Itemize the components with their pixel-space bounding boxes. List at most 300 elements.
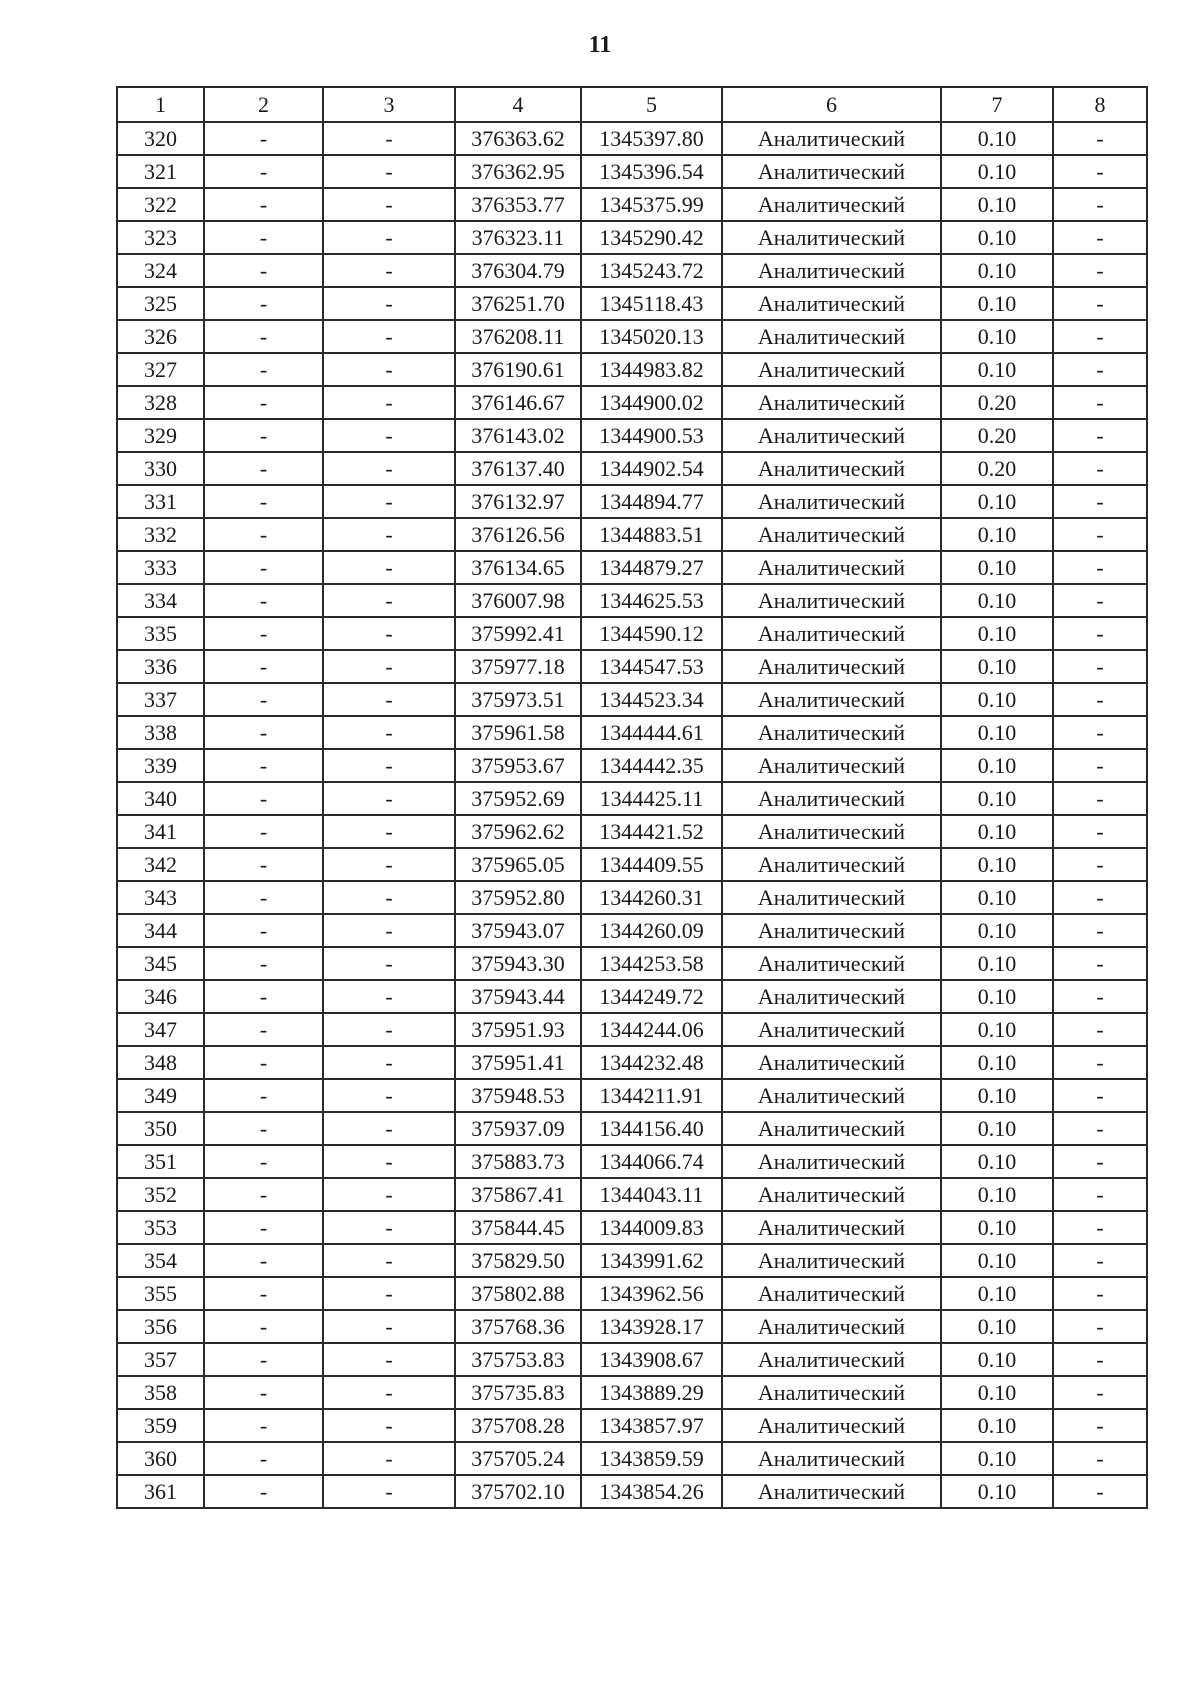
point-number-cell: 321 [117,155,204,188]
x-coordinate-cell: 376134.65 [455,551,581,584]
y-coordinate-cell: 1344232.48 [581,1046,722,1079]
column-8-cell: - [1053,1277,1147,1310]
column-8-cell: - [1053,980,1147,1013]
table-row [117,386,1147,419]
point-number-cell: 340 [117,782,204,815]
column-8-cell: - [1053,419,1147,452]
column-2-cell: - [204,1178,323,1211]
column-2-cell: - [204,848,323,881]
column-header: 7 [941,87,1053,122]
table-row [117,1046,1147,1079]
y-coordinate-cell: 1345118.43 [581,287,722,320]
y-coordinate-cell: 1343859.59 [581,1442,722,1475]
point-number-cell: 356 [117,1310,204,1343]
point-number-cell: 347 [117,1013,204,1046]
column-2-cell: - [204,320,323,353]
column-2-cell: - [204,353,323,386]
column-8-cell: - [1053,782,1147,815]
page-number: 11 [588,32,612,58]
column-3-cell: - [323,485,455,518]
method-cell: Аналитический [722,155,941,188]
column-8-cell: - [1053,254,1147,287]
x-coordinate-cell: 376190.61 [455,353,581,386]
x-coordinate-cell: 375977.18 [455,650,581,683]
table-row [117,584,1147,617]
point-number-cell: 324 [117,254,204,287]
table-row [117,518,1147,551]
x-coordinate-cell: 376304.79 [455,254,581,287]
column-3-cell: - [323,584,455,617]
column-8-cell: - [1053,122,1147,155]
column-8-cell: - [1053,650,1147,683]
table-row [117,782,1147,815]
method-cell: Аналитический [722,1475,941,1508]
column-2-cell: - [204,650,323,683]
table-row [117,485,1147,518]
coordinates-table [116,86,1148,1509]
column-3-cell: - [323,1376,455,1409]
column-3-cell: - [323,386,455,419]
table-row [117,221,1147,254]
column-3-cell: - [323,155,455,188]
column-2-cell: - [204,1211,323,1244]
table-row [117,815,1147,848]
column-3-cell: - [323,947,455,980]
point-number-cell: 350 [117,1112,204,1145]
table-row [117,1145,1147,1178]
method-cell: Аналитический [722,1277,941,1310]
table-row [117,1079,1147,1112]
point-number-cell: 354 [117,1244,204,1277]
column-2-cell: - [204,1013,323,1046]
column-2-cell: - [204,617,323,650]
x-coordinate-cell: 375829.50 [455,1244,581,1277]
x-coordinate-cell: 375768.36 [455,1310,581,1343]
column-2-cell: - [204,1277,323,1310]
y-coordinate-cell: 1344983.82 [581,353,722,386]
table-row [117,947,1147,980]
x-coordinate-cell: 375943.07 [455,914,581,947]
accuracy-cell: 0.10 [941,716,1053,749]
column-8-cell: - [1053,155,1147,188]
point-number-cell: 320 [117,122,204,155]
table-row [117,1211,1147,1244]
method-cell: Аналитический [722,320,941,353]
column-8-cell: - [1053,320,1147,353]
point-number-cell: 332 [117,518,204,551]
x-coordinate-cell: 375937.09 [455,1112,581,1145]
column-header: 6 [722,87,941,122]
column-3-cell: - [323,1442,455,1475]
column-8-cell: - [1053,1475,1147,1508]
column-2-cell: - [204,1376,323,1409]
column-8-cell: - [1053,1013,1147,1046]
column-header: 3 [323,87,455,122]
table-row [117,419,1147,452]
y-coordinate-cell: 1344547.53 [581,650,722,683]
column-8-cell: - [1053,1310,1147,1343]
column-3-cell: - [323,914,455,947]
table-row [117,287,1147,320]
accuracy-cell: 0.20 [941,452,1053,485]
accuracy-cell: 0.10 [941,1310,1053,1343]
accuracy-cell: 0.10 [941,881,1053,914]
point-number-cell: 361 [117,1475,204,1508]
x-coordinate-cell: 375735.83 [455,1376,581,1409]
column-2-cell: - [204,254,323,287]
column-2-cell: - [204,485,323,518]
y-coordinate-cell: 1344253.58 [581,947,722,980]
point-number-cell: 323 [117,221,204,254]
point-number-cell: 360 [117,1442,204,1475]
table-row [117,353,1147,386]
point-number-cell: 349 [117,1079,204,1112]
column-8-cell: - [1053,749,1147,782]
method-cell: Аналитический [722,980,941,1013]
point-number-cell: 328 [117,386,204,419]
accuracy-cell: 0.10 [941,155,1053,188]
column-2-cell: - [204,1145,323,1178]
y-coordinate-cell: 1345020.13 [581,320,722,353]
accuracy-cell: 0.10 [941,1013,1053,1046]
y-coordinate-cell: 1343854.26 [581,1475,722,1508]
point-number-cell: 327 [117,353,204,386]
method-cell: Аналитический [722,617,941,650]
y-coordinate-cell: 1343908.67 [581,1343,722,1376]
table-row [117,650,1147,683]
method-cell: Аналитический [722,188,941,221]
point-number-cell: 325 [117,287,204,320]
method-cell: Аналитический [722,518,941,551]
column-8-cell: - [1053,1211,1147,1244]
point-number-cell: 345 [117,947,204,980]
accuracy-cell: 0.10 [941,617,1053,650]
column-3-cell: - [323,716,455,749]
table-row [117,188,1147,221]
point-number-cell: 358 [117,1376,204,1409]
method-cell: Аналитический [722,1409,941,1442]
method-cell: Аналитический [722,815,941,848]
y-coordinate-cell: 1344523.34 [581,683,722,716]
column-header: 5 [581,87,722,122]
method-cell: Аналитический [722,1178,941,1211]
column-8-cell: - [1053,1442,1147,1475]
x-coordinate-cell: 375962.62 [455,815,581,848]
y-coordinate-cell: 1343889.29 [581,1376,722,1409]
table-row [117,716,1147,749]
method-cell: Аналитический [722,1079,941,1112]
point-number-cell: 342 [117,848,204,881]
method-cell: Аналитический [722,386,941,419]
y-coordinate-cell: 1344442.35 [581,749,722,782]
column-3-cell: - [323,518,455,551]
x-coordinate-cell: 376143.02 [455,419,581,452]
accuracy-cell: 0.10 [941,485,1053,518]
column-3-cell: - [323,221,455,254]
x-coordinate-cell: 376208.11 [455,320,581,353]
column-3-cell: - [323,1112,455,1145]
column-2-cell: - [204,1310,323,1343]
column-3-cell: - [323,683,455,716]
x-coordinate-cell: 375973.51 [455,683,581,716]
y-coordinate-cell: 1344244.06 [581,1013,722,1046]
table-row [117,1409,1147,1442]
accuracy-cell: 0.10 [941,1211,1053,1244]
accuracy-cell: 0.10 [941,320,1053,353]
column-8-cell: - [1053,1244,1147,1277]
x-coordinate-cell: 375952.80 [455,881,581,914]
accuracy-cell: 0.10 [941,848,1053,881]
column-8-cell: - [1053,1409,1147,1442]
x-coordinate-cell: 375802.88 [455,1277,581,1310]
accuracy-cell: 0.10 [941,782,1053,815]
column-3-cell: - [323,1475,455,1508]
y-coordinate-cell: 1343962.56 [581,1277,722,1310]
method-cell: Аналитический [722,716,941,749]
point-number-cell: 331 [117,485,204,518]
x-coordinate-cell: 375943.30 [455,947,581,980]
table-row [117,1112,1147,1145]
column-8-cell: - [1053,518,1147,551]
x-coordinate-cell: 375951.41 [455,1046,581,1079]
method-cell: Аналитический [722,584,941,617]
x-coordinate-cell: 376363.62 [455,122,581,155]
column-3-cell: - [323,419,455,452]
point-number-cell: 352 [117,1178,204,1211]
column-8-cell: - [1053,584,1147,617]
table-row [117,1475,1147,1508]
column-8-cell: - [1053,188,1147,221]
point-number-cell: 334 [117,584,204,617]
column-8-cell: - [1053,287,1147,320]
y-coordinate-cell: 1344444.61 [581,716,722,749]
point-number-cell: 330 [117,452,204,485]
x-coordinate-cell: 375992.41 [455,617,581,650]
x-coordinate-cell: 375705.24 [455,1442,581,1475]
y-coordinate-cell: 1345375.99 [581,188,722,221]
table-row [117,155,1147,188]
column-8-cell: - [1053,848,1147,881]
accuracy-cell: 0.10 [941,650,1053,683]
column-3-cell: - [323,452,455,485]
x-coordinate-cell: 376007.98 [455,584,581,617]
column-3-cell: - [323,980,455,1013]
y-coordinate-cell: 1344902.54 [581,452,722,485]
column-2-cell: - [204,716,323,749]
column-8-cell: - [1053,617,1147,650]
accuracy-cell: 0.10 [941,1079,1053,1112]
table-row [117,254,1147,287]
y-coordinate-cell: 1344066.74 [581,1145,722,1178]
x-coordinate-cell: 375965.05 [455,848,581,881]
column-2-cell: - [204,1046,323,1079]
y-coordinate-cell: 1344900.53 [581,419,722,452]
column-8-cell: - [1053,353,1147,386]
table-row [117,617,1147,650]
y-coordinate-cell: 1344425.11 [581,782,722,815]
point-number-cell: 355 [117,1277,204,1310]
column-header: 1 [117,87,204,122]
accuracy-cell: 0.10 [941,914,1053,947]
table-row [117,1277,1147,1310]
table-row [117,1376,1147,1409]
table-row [117,980,1147,1013]
x-coordinate-cell: 375948.53 [455,1079,581,1112]
table-row [117,452,1147,485]
column-3-cell: - [323,122,455,155]
y-coordinate-cell: 1345396.54 [581,155,722,188]
table-body [117,122,1147,1508]
column-8-cell: - [1053,1343,1147,1376]
accuracy-cell: 0.10 [941,1343,1053,1376]
y-coordinate-cell: 1344590.12 [581,617,722,650]
x-coordinate-cell: 376362.95 [455,155,581,188]
table-row [117,1178,1147,1211]
column-2-cell: - [204,419,323,452]
accuracy-cell: 0.10 [941,1244,1053,1277]
column-2-cell: - [204,1112,323,1145]
point-number-cell: 339 [117,749,204,782]
column-8-cell: - [1053,1046,1147,1079]
column-8-cell: - [1053,452,1147,485]
method-cell: Аналитический [722,221,941,254]
y-coordinate-cell: 1344883.51 [581,518,722,551]
column-2-cell: - [204,287,323,320]
accuracy-cell: 0.10 [941,1046,1053,1079]
accuracy-cell: 0.10 [941,518,1053,551]
x-coordinate-cell: 376251.70 [455,287,581,320]
table-row [117,551,1147,584]
point-number-cell: 337 [117,683,204,716]
point-number-cell: 322 [117,188,204,221]
method-cell: Аналитический [722,452,941,485]
column-2-cell: - [204,881,323,914]
accuracy-cell: 0.10 [941,1376,1053,1409]
method-cell: Аналитический [722,1211,941,1244]
y-coordinate-cell: 1344156.40 [581,1112,722,1145]
method-cell: Аналитический [722,1112,941,1145]
column-2-cell: - [204,1409,323,1442]
column-2-cell: - [204,1244,323,1277]
point-number-cell: 333 [117,551,204,584]
column-2-cell: - [204,749,323,782]
column-2-cell: - [204,122,323,155]
column-3-cell: - [323,749,455,782]
method-cell: Аналитический [722,782,941,815]
method-cell: Аналитический [722,122,941,155]
method-cell: Аналитический [722,287,941,320]
accuracy-cell: 0.10 [941,254,1053,287]
method-cell: Аналитический [722,1244,941,1277]
column-3-cell: - [323,254,455,287]
table-row [117,848,1147,881]
column-3-cell: - [323,1079,455,1112]
y-coordinate-cell: 1344249.72 [581,980,722,1013]
column-3-cell: - [323,782,455,815]
method-cell: Аналитический [722,881,941,914]
column-3-cell: - [323,815,455,848]
column-2-cell: - [204,1343,323,1376]
column-3-cell: - [323,353,455,386]
column-2-cell: - [204,188,323,221]
accuracy-cell: 0.10 [941,1145,1053,1178]
y-coordinate-cell: 1344043.11 [581,1178,722,1211]
column-3-cell: - [323,1343,455,1376]
x-coordinate-cell: 375883.73 [455,1145,581,1178]
point-number-cell: 351 [117,1145,204,1178]
point-number-cell: 359 [117,1409,204,1442]
y-coordinate-cell: 1344894.77 [581,485,722,518]
accuracy-cell: 0.10 [941,1277,1053,1310]
method-cell: Аналитический [722,485,941,518]
accuracy-cell: 0.10 [941,980,1053,1013]
y-coordinate-cell: 1344625.53 [581,584,722,617]
column-2-cell: - [204,1079,323,1112]
point-number-cell: 353 [117,1211,204,1244]
y-coordinate-cell: 1344409.55 [581,848,722,881]
method-cell: Аналитический [722,683,941,716]
accuracy-cell: 0.20 [941,386,1053,419]
x-coordinate-cell: 375943.44 [455,980,581,1013]
point-number-cell: 326 [117,320,204,353]
accuracy-cell: 0.10 [941,683,1053,716]
method-cell: Аналитический [722,1442,941,1475]
column-3-cell: - [323,551,455,584]
column-8-cell: - [1053,914,1147,947]
column-2-cell: - [204,551,323,584]
method-cell: Аналитический [722,419,941,452]
table-row [117,683,1147,716]
x-coordinate-cell: 376323.11 [455,221,581,254]
y-coordinate-cell: 1344260.09 [581,914,722,947]
accuracy-cell: 0.10 [941,947,1053,980]
x-coordinate-cell: 375708.28 [455,1409,581,1442]
column-header: 2 [204,87,323,122]
method-cell: Аналитический [722,551,941,584]
method-cell: Аналитический [722,650,941,683]
column-3-cell: - [323,650,455,683]
y-coordinate-cell: 1345243.72 [581,254,722,287]
column-8-cell: - [1053,221,1147,254]
column-3-cell: - [323,1145,455,1178]
column-8-cell: - [1053,716,1147,749]
column-3-cell: - [323,1211,455,1244]
y-coordinate-cell: 1343857.97 [581,1409,722,1442]
column-3-cell: - [323,320,455,353]
method-cell: Аналитический [722,848,941,881]
column-3-cell: - [323,1046,455,1079]
x-coordinate-cell: 375867.41 [455,1178,581,1211]
column-3-cell: - [323,287,455,320]
point-number-cell: 335 [117,617,204,650]
accuracy-cell: 0.10 [941,221,1053,254]
method-cell: Аналитический [722,914,941,947]
y-coordinate-cell: 1344211.91 [581,1079,722,1112]
y-coordinate-cell: 1343991.62 [581,1244,722,1277]
table-row [117,914,1147,947]
x-coordinate-cell: 376132.97 [455,485,581,518]
accuracy-cell: 0.10 [941,1475,1053,1508]
accuracy-cell: 0.10 [941,1409,1053,1442]
column-3-cell: - [323,1409,455,1442]
table-header-row [117,87,1147,122]
x-coordinate-cell: 376126.56 [455,518,581,551]
point-number-cell: 343 [117,881,204,914]
point-number-cell: 338 [117,716,204,749]
table-row [117,1343,1147,1376]
column-header: 8 [1053,87,1147,122]
table-row [117,1310,1147,1343]
